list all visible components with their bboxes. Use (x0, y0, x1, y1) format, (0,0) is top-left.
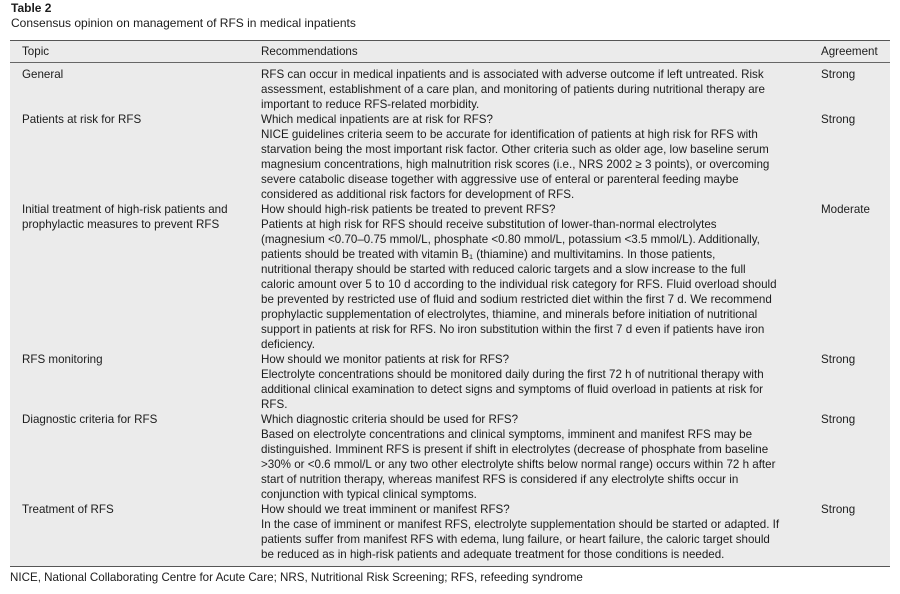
recommendation-cell-line: How should high-risk patients be treated to prevent RFS? (261, 203, 556, 216)
topic-cell (22, 352, 103, 367)
consensus-table (10, 40, 890, 567)
column-header-topic: Topic (22, 45, 50, 58)
recommendation-cell-line: support in patients at risk for RFS. No iron substitution within the first 7 d even if patients have iron (261, 323, 765, 336)
topic-cell (22, 202, 228, 232)
agreement-cell: Strong (821, 68, 856, 81)
table-caption: Consensus opinion on management of RFS in medical inpatients (11, 16, 356, 30)
topic-cell-line: Patients at risk for RFS (22, 113, 142, 126)
topic-cell (22, 412, 157, 427)
recommendation-cell-line: conjunction with typical clinical symptoms. (261, 488, 477, 501)
recommendation-cell-line: In the case of imminent or manifest RFS, electrolyte supplementation should be started or adapted. If (261, 518, 780, 531)
recommendation-cell-line: (magnesium <0.70–0.75 mmol/L, phosphate <0.80 mmol/L, potassium <3.5 mmol/L). Additionally, (261, 233, 760, 246)
topic-cell-line: Treatment of RFS (22, 503, 114, 516)
topic-cell-line: Initial treatment of high-risk patients and (22, 203, 228, 216)
header-divider (10, 62, 890, 63)
recommendation-cell-line: considered as additional risk factors for development of RFS. (261, 188, 575, 201)
topic-cell-line: RFS monitoring (22, 353, 103, 366)
agreement-cell: Strong (821, 113, 856, 126)
recommendation-cell-line: Which diagnostic criteria should be used for RFS? (261, 413, 519, 426)
recommendation-cell-line: additional clinical examination to detect signs and symptoms of fluid overload in patients at risk for (261, 383, 764, 396)
recommendation-cell-line: How should we monitor patients at risk for RFS? (261, 353, 510, 366)
topic-cell (22, 502, 114, 517)
recommendation-cell-line: important to reduce RFS-related morbidity. (261, 98, 480, 111)
agreement-cell: Strong (821, 503, 856, 516)
recommendation-cell-line: patients should be treated with vitamin B₁ (thiamine) and multivitamins. In those patients, (261, 248, 716, 261)
recommendation-cell (261, 112, 769, 202)
recommendation-cell-line: be reduced as in high-risk patients and adequate treatment for those conditions is needed. (261, 548, 725, 561)
recommendation-cell-line: be prevented by restricted use of fluid and sodium restricted diet within the first 7 d. We recommend (261, 293, 772, 306)
recommendation-cell-line: RFS. (261, 398, 288, 411)
topic-cell (22, 67, 63, 82)
recommendation-cell-line: deficiency. (261, 338, 315, 351)
recommendation-cell (261, 502, 779, 562)
recommendation-cell-line: magnesium concentrations, high malnutrition risk scores (i.e., NRS 2002 ≥ 3 points), or overcoming (261, 158, 770, 171)
recommendation-cell-line: NICE guidelines criteria seem to be accurate for identification of patients at high risk for RFS with (261, 128, 758, 141)
recommendation-cell-line: >30% or <0.6 mmol/L or any two other electrolyte shifts below normal range) occurs within 72 h after (261, 458, 776, 471)
table-title: Table 2 (11, 1, 52, 15)
recommendation-cell-line: caloric amount over 5 to 10 d according to the individual risk category for RFS. Fluid overload should (261, 278, 777, 291)
recommendation-cell-line: How should we treat imminent or manifest RFS? (261, 503, 510, 516)
recommendation-cell-line: RFS can occur in medical inpatients and is associated with adverse outcome if left untreated. Risk (261, 68, 764, 81)
recommendation-cell (261, 412, 775, 502)
topic-cell (22, 112, 141, 127)
recommendation-cell-line: nutritional therapy should be started with reduced caloric targets and a slow increase to the full (261, 263, 746, 276)
recommendation-cell-line: Electrolyte concentrations should be monitored daily during the first 72 h of nutritional therapy with (261, 368, 764, 381)
recommendation-cell-line: patients suffer from manifest RFS with edema, lung failure, or heart failure, the caloric target should (261, 533, 770, 546)
column-header-agreement: Agreement (821, 45, 878, 58)
recommendation-cell-line: starvation being the most important risk factor. Other criteria such as older age, low baseline serum (261, 143, 769, 156)
recommendation-cell-line: Based on electrolyte concentrations and clinical symptoms, imminent and manifest RFS may be (261, 428, 753, 441)
topic-cell-line: prophylactic measures to prevent RFS (22, 218, 220, 231)
recommendation-cell-line: Which medical inpatients are at risk for RFS? (261, 113, 493, 126)
recommendation-cell-line: Patients at high risk for RFS should receive substitution of lower-than-normal electrolytes (261, 218, 717, 231)
topic-cell-line: General (22, 68, 64, 81)
table-footnote: NICE, National Collaborating Centre for Acute Care; NRS, Nutritional Risk Screening; RFS, refeeding syndrome (10, 571, 583, 584)
recommendation-cell-line: distinguished. Imminent RFS is present if shift in electrolytes (decrease of phosphate from baseline (261, 443, 769, 456)
recommendation-cell-line: assessment, establishment of a care plan, and monitoring of patients during nutritional therapy are (261, 83, 765, 96)
recommendation-cell (261, 202, 777, 352)
agreement-cell: Moderate (821, 203, 870, 216)
topic-cell-line: Diagnostic criteria for RFS (22, 413, 158, 426)
agreement-cell: Strong (821, 353, 856, 366)
agreement-cell: Strong (821, 413, 856, 426)
recommendation-cell (261, 67, 765, 112)
recommendation-cell-line: start of nutrition therapy, whereas manifest RFS is considered if any electrolyte shifts occur in (261, 473, 739, 486)
recommendation-cell-line: prophylactic supplementation of electrolytes, thiamine, and minerals before initiation of nutritional (261, 308, 758, 321)
recommendation-cell (261, 352, 764, 412)
recommendation-cell-line: severe catabolic disease together with aggressive use of enteral or parenteral feeding maybe (261, 173, 739, 186)
column-header-recommendations: Recommendations (261, 45, 358, 58)
